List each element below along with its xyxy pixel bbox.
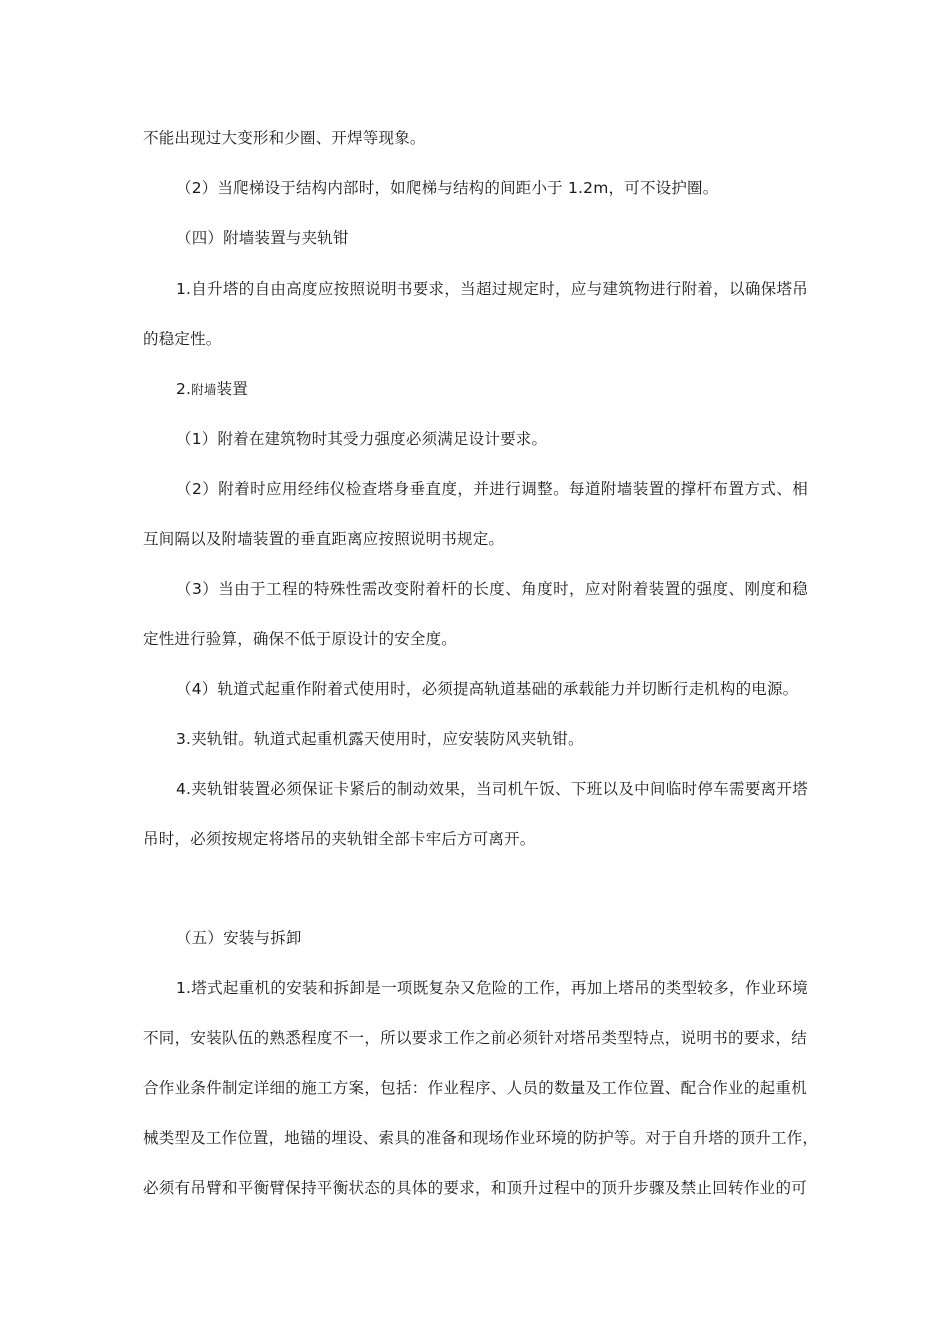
body-text-line: 械类型及工作位置，地锚的埋设、索具的准备和现场作业环境的防护等。对于自升塔的顶升工作， bbox=[143, 1129, 819, 1147]
body-text-line: （4）轨道式起重作附着式使用时，必须提高轨道基础的承载能力并切断行走机构的电源。 bbox=[176, 680, 799, 698]
subsection-heading bbox=[176, 378, 248, 401]
body-text-line: 的稳定性。 bbox=[143, 330, 222, 348]
body-text-line: 吊时，必须按规定将塔吊的夹轨钳全部卡牢后方可离开。 bbox=[143, 830, 536, 848]
body-text-line: 必须有吊臂和平衡臂保持平衡状态的具体的要求，和顶升过程中的顶升步骤及禁止回转作业的可 bbox=[143, 1179, 807, 1197]
body-text-line: 1.自升塔的自由高度应按照说明书要求，当超过规定时，应与建筑物进行附着，以确保塔吊 bbox=[176, 280, 808, 298]
body-text-line: 不能出现过大变形和少圈、开焊等现象。 bbox=[143, 129, 426, 147]
body-text-line: 1.塔式起重机的安装和拆卸是一项既复杂又危险的工作，再加上塔吊的类型较多，作业环境 bbox=[176, 979, 808, 997]
body-text-line: 合作业条件制定详细的施工方案，包括：作业程序、人员的数量及工作位置、配合作业的起重机 bbox=[143, 1079, 807, 1097]
body-text-line: 4.夹轨钳装置必须保证卡紧后的制动效果，当司机午饭、下班以及中间临时停车需要离开塔 bbox=[176, 780, 808, 798]
heading-number: 2. bbox=[176, 380, 192, 398]
body-text-line: （2）附着时应用经纬仪检查塔身垂直度，并进行调整。每道附墙装置的撑杆布置方式、相 bbox=[176, 480, 808, 498]
body-text-line: 不同，安装队伍的熟悉程度不一，所以要求工作之前必须针对塔吊类型特点，说明书的要求，结 bbox=[143, 1029, 807, 1047]
body-text-line: （3）当由于工程的特殊性需改变附着杆的长度、角度时，应对附着装置的强度、刚度和稳 bbox=[176, 580, 808, 598]
body-text-line: 互间隔以及附墙装置的垂直距离应按照说明书规定。 bbox=[143, 530, 505, 548]
section-heading: （五）安装与拆卸 bbox=[176, 929, 302, 947]
heading-small-text: 附墙 bbox=[191, 382, 217, 397]
body-text-line: （2）当爬梯设于结构内部时，如爬梯与结构的间距小于 1.2m，可不设护圈。 bbox=[176, 179, 719, 197]
heading-text: 装置 bbox=[216, 380, 249, 398]
body-text-line: 3.夹轨钳。轨道式起重机露天使用时，应安装防风夹轨钳。 bbox=[176, 730, 584, 748]
body-text-line: 定性进行验算，确保不低于原设计的安全度。 bbox=[143, 630, 458, 648]
body-text-line: （1）附着在建筑物时其受力强度必须满足设计要求。 bbox=[176, 430, 548, 448]
section-heading: （四）附墙装置与夹轨钳 bbox=[176, 229, 349, 247]
